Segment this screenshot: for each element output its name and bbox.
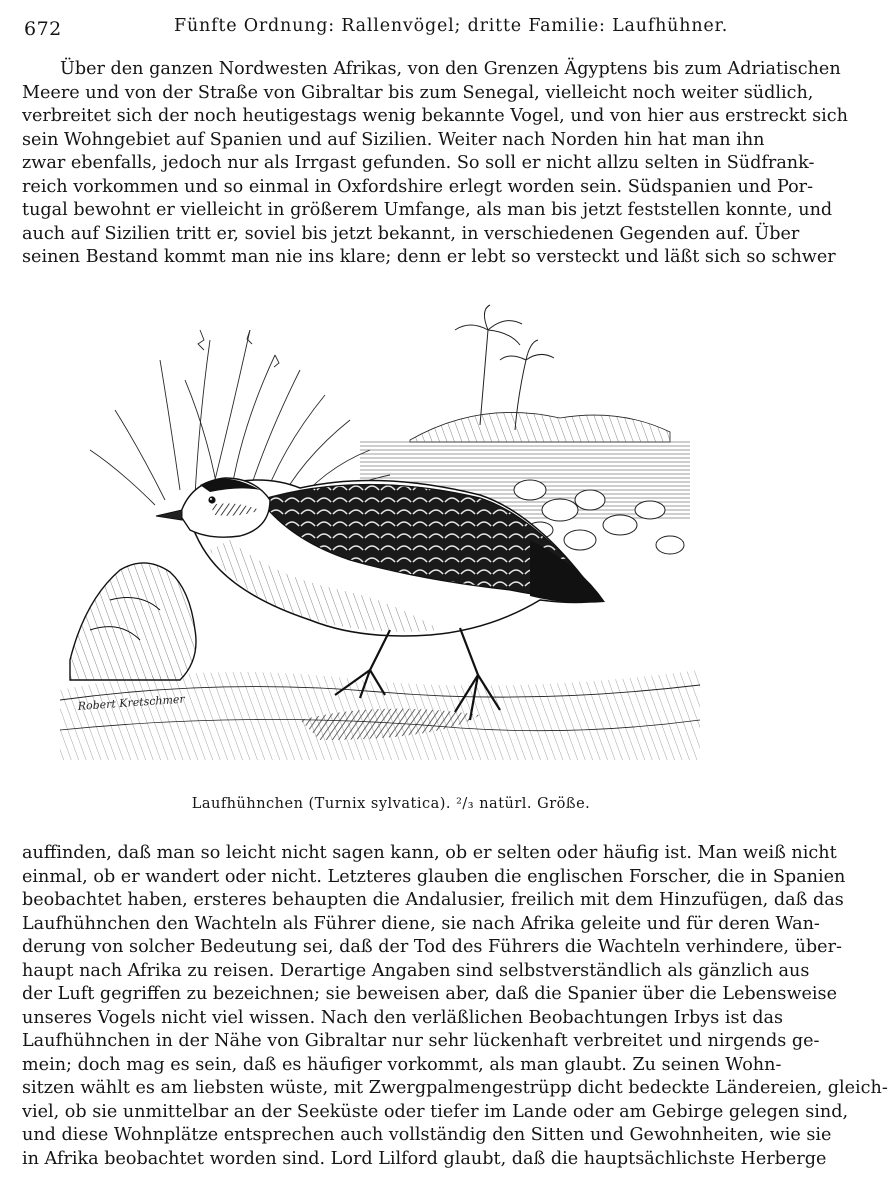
text-line: zwar ebenfalls, jedoch nur als Irrgast gefunden. So soll er nicht allzu selten in Südfrank- (22, 153, 815, 173)
engraving-svg (60, 300, 720, 780)
text-line: Laufhühnchen den Wachteln als Führer diene, sie nach Afrika geleite und für deren Wan- (22, 913, 820, 934)
text-line: und diese Wohnplätze entsprechen auch vollständig den Sitten und Gewohnheiten, wie sie (22, 1125, 832, 1145)
artist-signature: Robert Kretschmer (77, 692, 186, 713)
text-line: tugal bewohnt er vielleicht in größerem Umfange, als man bis jetzt feststellen konnte, und (22, 200, 833, 220)
text-line: einmal, ob er wandert oder nicht. Letzteres glauben die englischen Forscher, die in Spanien (22, 866, 846, 887)
text-line: derung von solcher Bedeutung sei, daß der Tod des Führers die Wachteln verhindere, über- (22, 937, 842, 957)
paragraph-top (22, 58, 848, 270)
text-line: Über den ganzen Nordwesten Afrikas, von den Grenzen Ägyptens bis zum Adriatischen (60, 59, 841, 79)
figure-caption: Laufhühnchen (Turnix sylvatica). ²/₃ natürl. Größe. (191, 796, 591, 812)
text-line: in Afrika beobachtet worden sind. Lord Lilford glaubt, daß die hauptsächlichste Herberge (22, 1148, 827, 1169)
text-line: reich vorkommen und so einmal in Oxfordshire erlegt worden sein. Südspanien und Por- (22, 176, 814, 197)
text-line: Laufhühnchen in der Nähe von Gibraltar nur sehr lückenhaft verbreitet und nirgends ge- (22, 1031, 820, 1051)
ground (60, 670, 700, 760)
running-head: Fünfte Ordnung: Rallenvögel; dritte Familie: Laufhühner. (174, 16, 729, 36)
bird-illustration (60, 300, 720, 780)
text-line: sitzen wählt es am liebsten wüste, mit Zwergpalmengestrüpp dicht bedeckte Ländereien, gleich- (22, 1078, 888, 1098)
text-line: der Luft gegriffen zu bezeichnen; sie beweisen aber, daß die Spanier über die Lebensweise (22, 984, 837, 1004)
rock-mound (70, 563, 196, 680)
text-line: auch auf Sizilien tritt er, soviel bis jetzt bekannt, in verschiedenen Gegenden auf. Über (22, 223, 800, 244)
text-line: seinen Bestand kommt man nie ins klare; denn er lebt so versteckt und läßt sich so schwer (22, 247, 836, 267)
text-line: Meere und von der Straße von Gibraltar bis zum Senegal, vielleicht noch weiter südlich, (22, 82, 814, 103)
palm-trees (455, 305, 554, 430)
text-line: mein; doch mag es sein, daß es häufiger vorkommt, als man glaubt. Zu seinen Wohn- (22, 1054, 782, 1075)
text-line: verbreitet sich der noch heutigestags wenig bekannte Vogel, und von hier aus erstreckt sich (22, 106, 848, 126)
text-line: unseres Vogels nicht viel wissen. Nach den verläßlichen Beobachtungen Irbys ist das (22, 1007, 783, 1028)
text-line: viel, ob sie unmittelbar an der Seeküste oder tiefer im Lande oder am Gebirge gelegen sind, (22, 1101, 849, 1122)
text-line: sein Wohngebiet auf Spanien und auf Sizilien. Weiter nach Norden hin hat man ihn (22, 129, 765, 150)
text-line: beobachtet haben, ersteres behaupten die Andalusier, freilich mit dem Hinzufügen, daß das (22, 890, 844, 910)
page-header (24, 8, 764, 40)
text-line: auffinden, daß man so leicht nicht sagen kann, ob er selten oder häufig ist. Man weiß nicht (22, 843, 837, 863)
paragraph-bottom (22, 842, 888, 1171)
page-number: 672 (24, 18, 62, 40)
text-line: haupt nach Afrika zu reisen. Derartige Angaben sind selbstverständlich als gänzlich aus (22, 960, 810, 981)
